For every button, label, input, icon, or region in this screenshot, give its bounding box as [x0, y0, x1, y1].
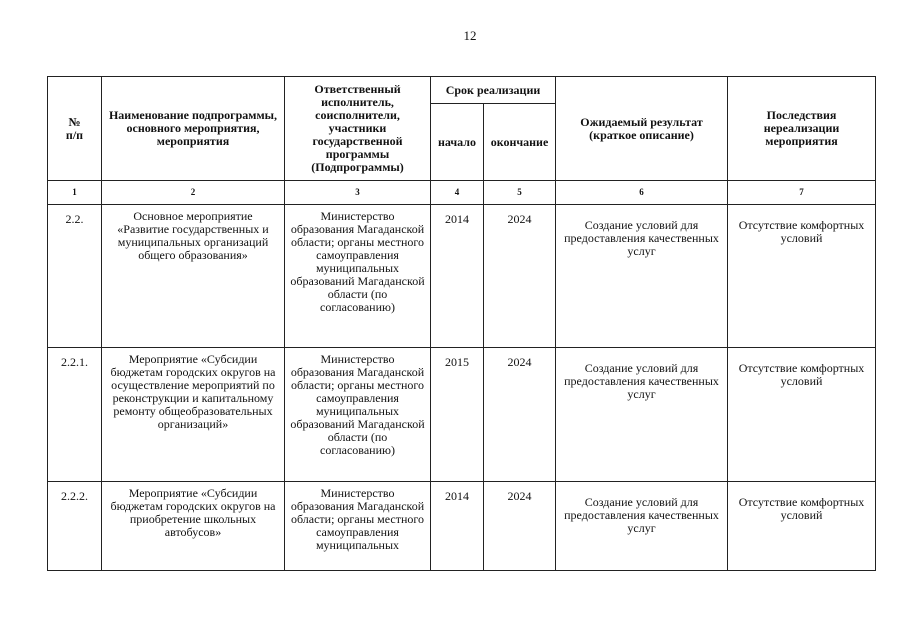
header-start: начало: [431, 104, 484, 181]
row-responsible: Министерство образования Магаданской области; органы местного самоуправления муниципальных образований Магаданской области (по согласованию): [285, 348, 431, 482]
row-end: 2024: [484, 205, 556, 348]
row-consequences: Отсутствие комфортных условий: [728, 482, 876, 571]
header-num: № п/п: [48, 77, 102, 181]
column-number: 1: [48, 181, 102, 205]
row-number: 2.2.1.: [48, 348, 102, 482]
column-number: 6: [556, 181, 728, 205]
header-name: Наименование подпрограммы, основного мероприятия, мероприятия: [102, 77, 285, 181]
header-end: окончание: [484, 104, 556, 181]
header-responsible: Ответственный исполнитель, соисполнители, участники государственной программы (Подпрограммы): [285, 77, 431, 181]
row-consequences: Отсутствие комфортных условий: [728, 348, 876, 482]
row-start: 2014: [431, 205, 484, 348]
header-result: Ожидаемый результат (краткое описание): [556, 77, 728, 181]
row-number: 2.2.: [48, 205, 102, 348]
row-start: 2014: [431, 482, 484, 571]
header-term: Срок реализации: [431, 77, 556, 104]
row-consequences: Отсутствие комфортных условий: [728, 205, 876, 348]
column-number: 2: [102, 181, 285, 205]
row-name: Мероприятие «Субсидии бюджетам городских округов на осуществление мероприятий по реконструкции и капитальному ремонту общеобразовательных организаций»: [102, 348, 285, 482]
page-number: 12: [463, 28, 477, 43]
row-responsible: Министерство образования Магаданской области; органы местного самоуправления муниципальных образований Магаданской области (по согласованию): [285, 205, 431, 348]
column-number: 7: [728, 181, 876, 205]
column-number: 3: [285, 181, 431, 205]
row-start: 2015: [431, 348, 484, 482]
column-number: 5: [484, 181, 556, 205]
table-row: [48, 348, 876, 482]
header-consequences: Последствия нереализации мероприятия: [728, 77, 876, 181]
row-end: 2024: [484, 482, 556, 571]
row-number: 2.2.2.: [48, 482, 102, 571]
row-end: 2024: [484, 348, 556, 482]
activities-table: [47, 76, 876, 571]
table-row: [48, 205, 876, 348]
row-name: Основное мероприятие «Развитие государственных и муниципальных организаций общего образования»: [102, 205, 285, 348]
row-result: Создание условий для предоставления качественных услуг: [556, 348, 728, 482]
row-result: Создание условий для предоставления качественных услуг: [556, 482, 728, 571]
row-responsible: Министерство образования Магаданской области; органы местного самоуправления муниципальных: [285, 482, 431, 571]
table-row: [48, 482, 876, 571]
row-result: Создание условий для предоставления качественных услуг: [556, 205, 728, 348]
row-name: Мероприятие «Субсидии бюджетам городских округов на приобретение школьных автобусов»: [102, 482, 285, 571]
column-number: 4: [431, 181, 484, 205]
